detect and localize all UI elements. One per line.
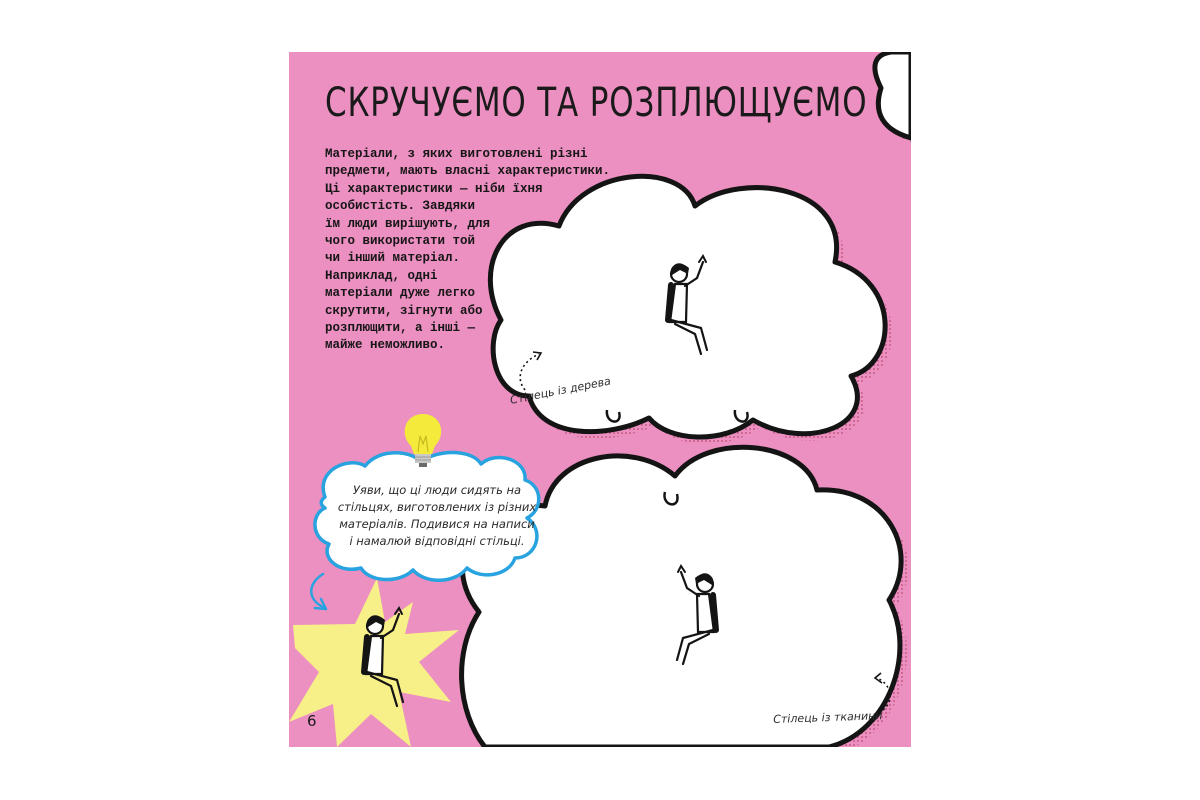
blue-arrow bbox=[311, 574, 326, 609]
intro-line: розплющити, а інші — bbox=[325, 321, 476, 336]
intro-line: скрутити, зігнути або bbox=[325, 303, 483, 318]
intro-line: чого використати той bbox=[325, 234, 476, 249]
intro-line: майже неможливо. bbox=[325, 338, 446, 353]
hint-text bbox=[325, 482, 549, 550]
workbook-page bbox=[289, 52, 911, 747]
intro-line: Ці характеристики — ніби їхня bbox=[325, 181, 543, 196]
intro-paragraph bbox=[325, 146, 610, 355]
page-title: СКРУЧУЄМО ТА РОЗПЛЮЩУЄМО bbox=[325, 80, 868, 126]
corner-cloud bbox=[875, 52, 911, 142]
intro-line: Наприклад, одні bbox=[325, 268, 438, 283]
hint-line: матеріалів. Подивися на написи bbox=[339, 517, 535, 531]
intro-line: матеріали дуже легко bbox=[325, 286, 476, 301]
page-number: 6 bbox=[307, 712, 317, 730]
hint-line: стільцях, виготовлених із різних bbox=[337, 500, 537, 514]
intro-line: предмети, мають власні характеристики. bbox=[325, 164, 611, 179]
intro-line: їм люди вирішують, для bbox=[325, 216, 491, 231]
hint-line: Уяви, що ці люди сидять на bbox=[352, 483, 522, 497]
fabric-chair-label: Стілець із тканини bbox=[773, 709, 883, 726]
intro-line: особистість. Завдяки bbox=[325, 199, 476, 214]
hint-line: і намалюй відповідні стільці. bbox=[349, 534, 525, 548]
wood-chair-label: Стілець із дерева bbox=[509, 374, 612, 407]
intro-line: Матеріали, з яких виготовлені різні bbox=[325, 147, 588, 161]
intro-line: чи інший матеріал. bbox=[325, 251, 461, 266]
